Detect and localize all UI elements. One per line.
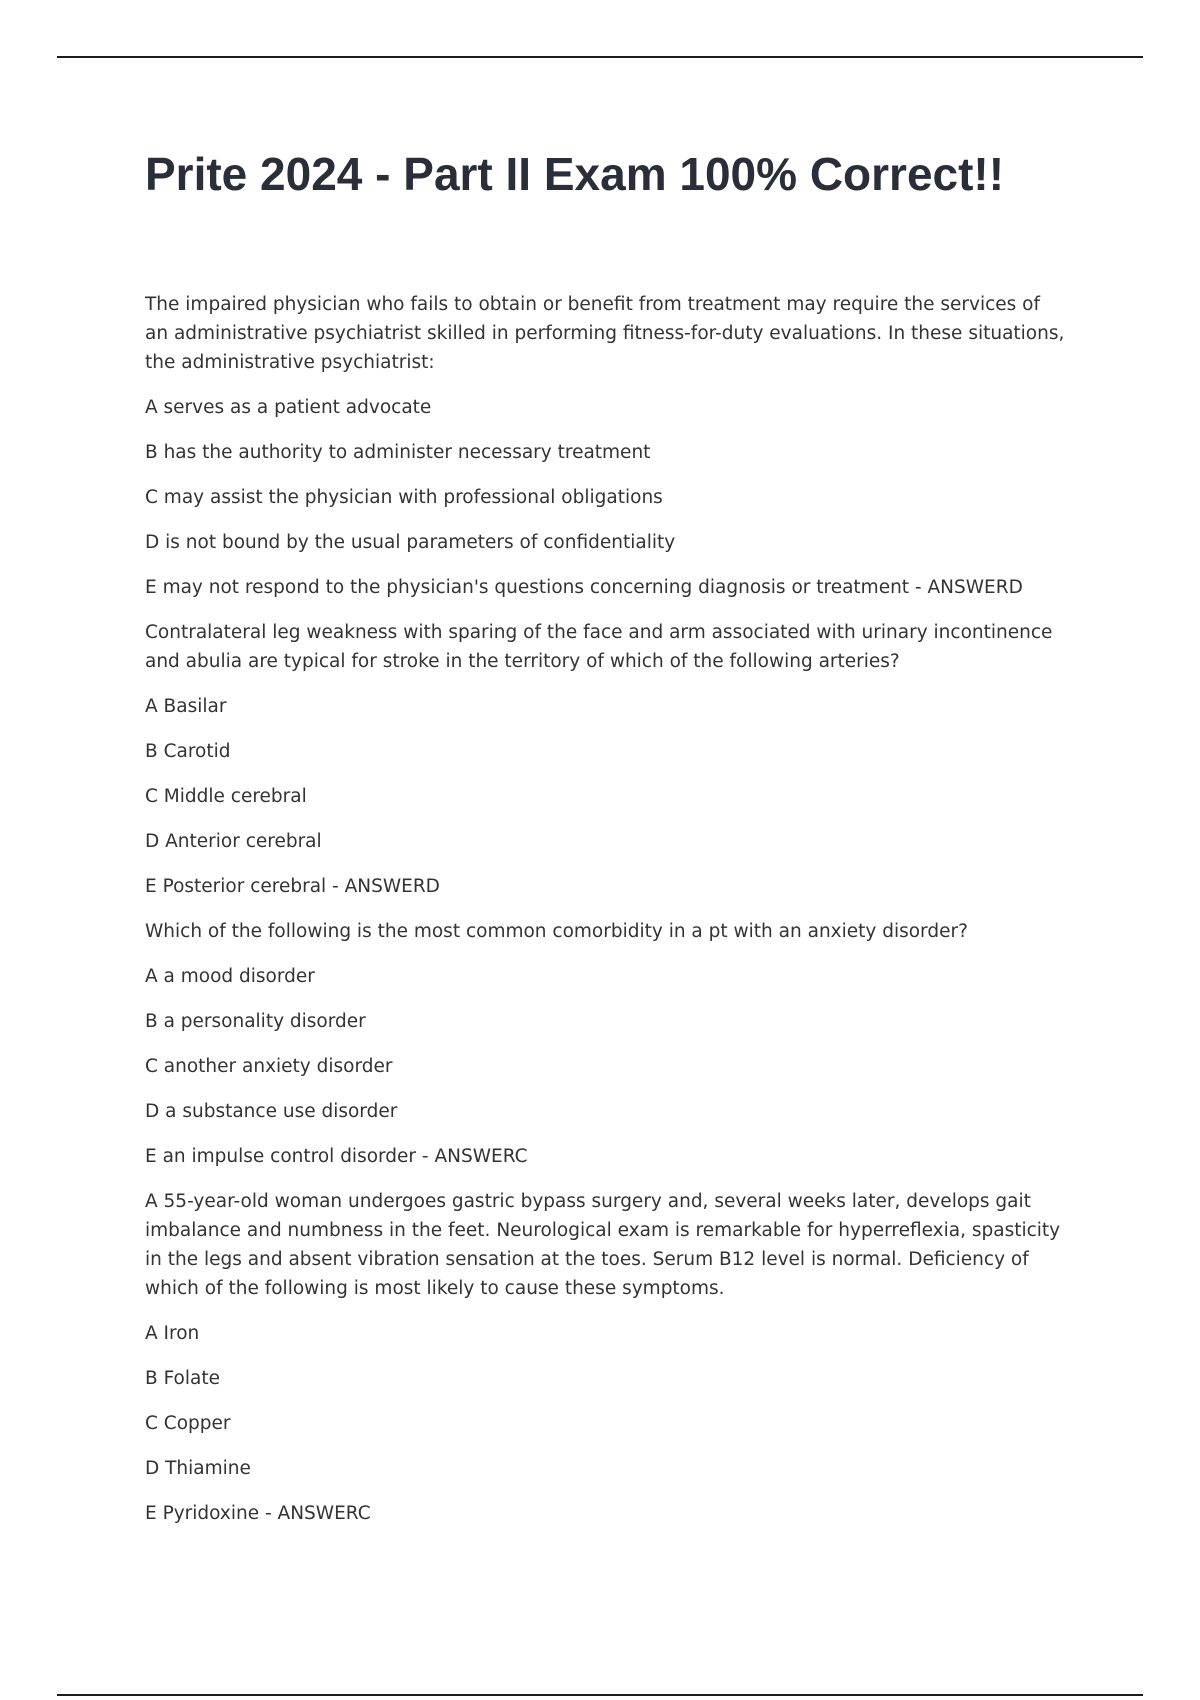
question-stem: Contralateral leg weakness with sparing of the face and arm associated with urinary incontinence and abulia are typical for stroke in the territory of which of the following arteries? bbox=[145, 622, 1053, 672]
answer-option: C Middle cerebral bbox=[145, 786, 307, 807]
answer-option: D Anterior cerebral bbox=[145, 831, 322, 852]
answer-option: B has the authority to administer necessary treatment bbox=[145, 442, 651, 463]
answer-option: C Copper bbox=[145, 1413, 231, 1434]
page-title: Prite 2024 - Part II Exam 100% Correct!! bbox=[145, 148, 1005, 200]
answer-option: A Iron bbox=[145, 1323, 200, 1344]
top-divider bbox=[57, 56, 1143, 58]
answer-option: A a mood disorder bbox=[145, 966, 315, 987]
question-stem: Which of the following is the most common comorbidity in a pt with an anxiety disorder? bbox=[145, 921, 968, 942]
answer-option: E Pyridoxine - ANSWERC bbox=[145, 1503, 371, 1524]
answer-option: E Posterior cerebral - ANSWERD bbox=[145, 876, 440, 897]
answer-option: B a personality disorder bbox=[145, 1011, 366, 1032]
answer-option: A Basilar bbox=[145, 696, 227, 717]
bottom-divider bbox=[57, 1694, 1143, 1696]
question-stem: A 55-year-old woman undergoes gastric bypass surgery and, several weeks later, develops gait imbalance and numbness in the feet. Neurological exam is remarkable for hyperreflexia, spasticity in the legs and absent vibration sensation at the toes. Serum B12 level is normal. Deficiency of which of the following is most likely to cause these symptoms. bbox=[145, 1191, 1061, 1299]
answer-option: E may not respond to the physician's questions concerning diagnosis or treatment - ANSWERD bbox=[145, 577, 1023, 598]
answer-option: B Carotid bbox=[145, 741, 231, 762]
answer-option: A serves as a patient advocate bbox=[145, 397, 432, 418]
answer-option: C may assist the physician with professional obligations bbox=[145, 487, 663, 508]
answer-option: C another anxiety disorder bbox=[145, 1056, 393, 1077]
answer-option: E an impulse control disorder - ANSWERC bbox=[145, 1146, 528, 1167]
answer-option: B Folate bbox=[145, 1368, 220, 1389]
question-stem: The impaired physician who fails to obtain or benefit from treatment may require the services of an administrative psychiatrist skilled in performing fitness-for-duty evaluations. In these situations, the administrative psychiatrist: bbox=[145, 294, 1065, 373]
document-body bbox=[145, 290, 1065, 1544]
answer-option: D a substance use disorder bbox=[145, 1101, 398, 1122]
answer-option: D is not bound by the usual parameters of confidentiality bbox=[145, 532, 676, 553]
answer-option: D Thiamine bbox=[145, 1458, 251, 1479]
